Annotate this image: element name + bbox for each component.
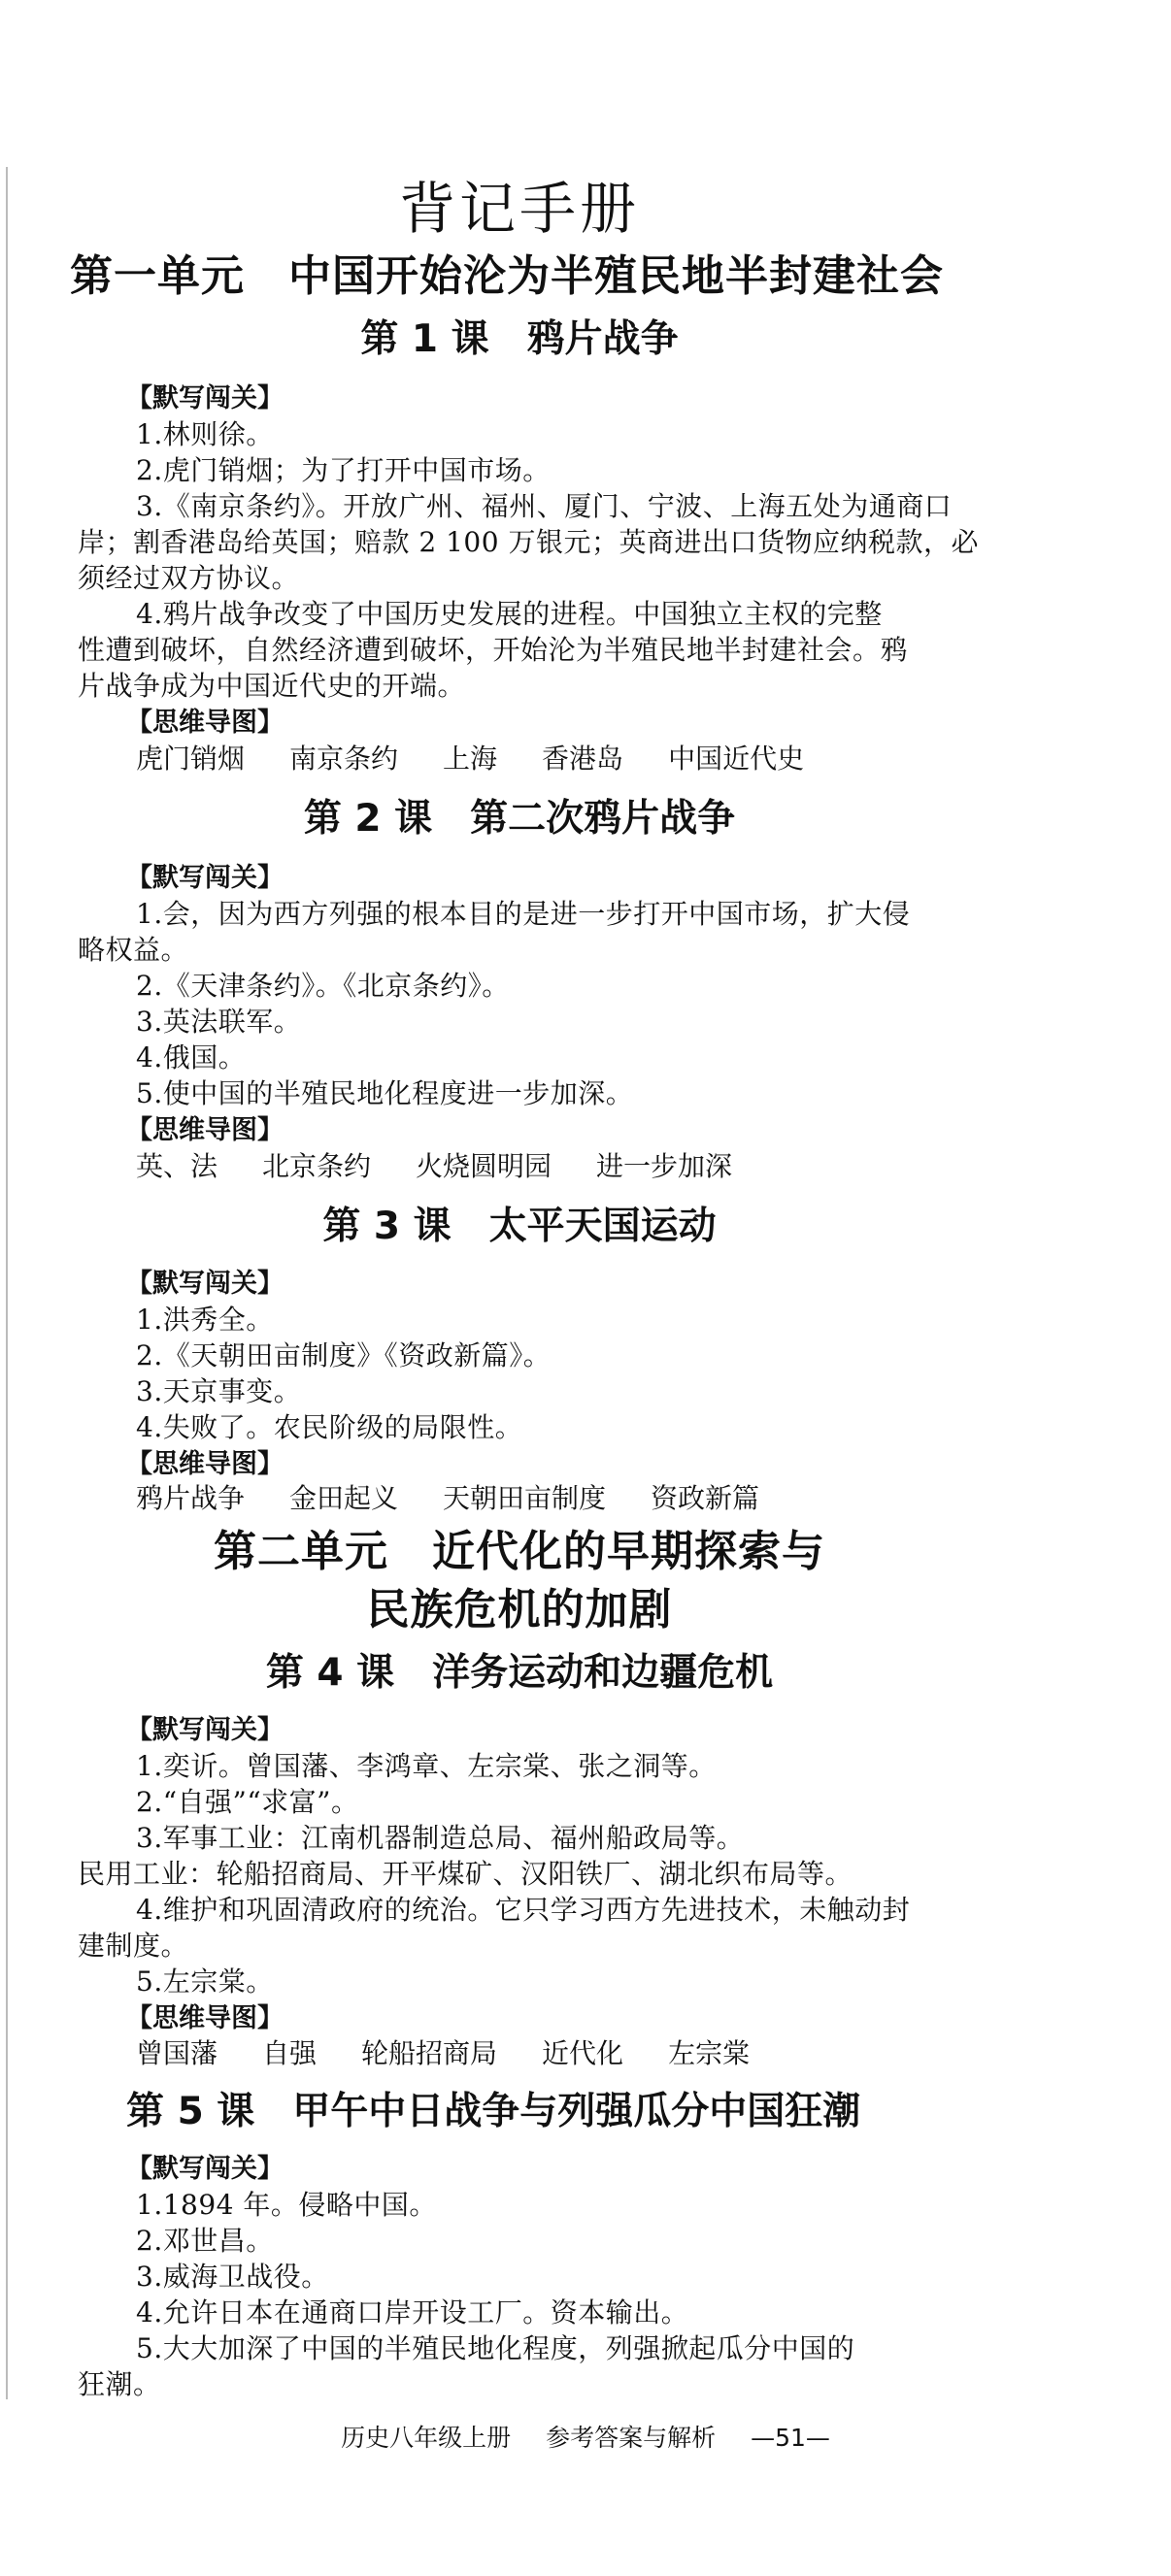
answer-line: 须经过双方协议。 [78,562,300,594]
answer-line: 4.维护和巩固清政府的统治。它只学习西方先进技术，未触动封 [136,1894,911,1926]
answer-line: 性遭到破坏，自然经济遭到破坏，开始沦为半殖民地半封建社会。鸦 [78,634,909,666]
mindmap-item: 鸦片战争 [136,1482,246,1514]
dictation-label: 【默写闯关】 [126,383,284,413]
answer-line: 4.俄国。 [136,1041,247,1073]
mindmap-item: 近代化 [542,2037,624,2069]
mindmap-item: 金田起义 [289,1482,399,1514]
answer-line: 1.奕䜣。曾国藩、李鸿章、左宗棠、张之洞等。 [136,1750,717,1782]
mindmap-item: 自强 [262,2037,318,2069]
mindmap-label: 【思维导图】 [126,1449,284,1479]
mindmap-item: 左宗棠 [668,2037,751,2069]
mindmap-item: 天朝田亩制度 [443,1482,607,1514]
footer-section: 参考答案与解析 [546,2424,717,2452]
answer-line: 4.鸦片战争改变了中国历史发展的进程。中国独立主权的完整 [136,598,883,630]
answer-line: 1.会，因为西方列强的根本目的是进一步打开中国市场，扩大侵 [136,898,911,930]
answer-line: 3.英法联军。 [136,1006,302,1038]
page-footer [0,2419,1171,2454]
mindmap-label: 【思维导图】 [126,1115,284,1145]
mindmap-item: 香港岛 [542,743,624,775]
answer-line: 3.天京事变。 [136,1375,302,1407]
mindmap-item: 轮船招商局 [361,2037,498,2069]
answer-line: 岸；割香港岛给英国；赔款 2 100 万银元；英商进出口货物应纳税款，必 [78,526,979,558]
lesson-2-title: 第 2 课 第二次鸦片战争 [303,797,736,841]
answer-line: 2.《天朝田亩制度》《资政新篇》。 [136,1339,552,1371]
mindmap-item: 北京条约 [262,1150,372,1182]
dictation-label: 【默写闯关】 [126,1269,284,1299]
answer-line: 2.“自强”“求富”。 [136,1786,359,1818]
mindmap-item: 火烧圆明园 [416,1150,552,1182]
lesson-5-title: 第 5 课 甲午中日战争与列强瓜分中国狂潮 [126,2090,861,2133]
answer-line: 3.军事工业：江南机器制造总局、福州船政局等。 [136,1822,745,1854]
page-title: 背记手册 [398,176,640,242]
unit-2-heading-line1: 第二单元 近代化的早期探索与 [214,1527,825,1576]
lesson-4-title: 第 4 课 洋务运动和边疆危机 [265,1651,774,1695]
dictation-label: 【默写闯关】 [126,1715,284,1745]
answer-line: 1.林则徐。 [136,418,274,450]
mindmap-answers [136,738,804,776]
answer-line: 3.《南京条约》。开放广州、福州、厦门、宁波、上海五处为通商口 [136,490,953,522]
mindmap-item: 英、法 [136,1150,218,1182]
mindmap-item: 南京条约 [289,743,399,775]
lesson-3-title: 第 3 课 太平天国运动 [322,1205,717,1248]
mindmap-item: 上海 [443,743,498,775]
mindmap-answers [136,2032,750,2071]
answer-line: 4.失败了。农民阶级的局限性。 [136,1411,523,1443]
unit-2-heading-line2: 民族危机的加剧 [366,1585,673,1635]
mindmap-answers [136,1477,759,1516]
mindmap-item: 中国近代史 [668,743,805,775]
dictation-label: 【默写闯关】 [126,2154,284,2184]
answer-line: 5.大大加深了中国的半殖民地化程度，列强掀起瓜分中国的 [136,2332,855,2364]
page-number: —51— [751,2424,830,2452]
margin-line [6,167,8,2399]
lesson-1-title: 第 1 课 鸦片战争 [360,317,679,361]
answer-line: 片战争成为中国近代史的开端。 [78,670,466,702]
mindmap-item: 虎门销烟 [136,743,246,775]
answer-line: 1.洪秀全。 [136,1304,274,1336]
mindmap-label: 【思维导图】 [126,2003,284,2033]
mindmap-item: 进一步加深 [596,1150,733,1182]
answer-line: 民用工业：轮船招商局、开平煤矿、汉阳铁厂、湖北织布局等。 [78,1858,853,1890]
answer-line: 狂潮。 [78,2368,161,2400]
unit-1-heading: 第一单元 中国开始沦为半殖民地半封建社会 [70,251,944,301]
mindmap-label: 【思维导图】 [126,708,284,738]
answer-line: 5.左宗棠。 [136,1965,274,1998]
answer-line: 建制度。 [78,1930,189,1962]
answer-line: 5.使中国的半殖民地化程度进一步加深。 [136,1077,634,1109]
footer-subject: 历史八年级上册 [341,2424,512,2452]
dictation-label: 【默写闯关】 [126,863,284,893]
answer-line: 2.《天津条约》。《北京条约》。 [136,970,510,1002]
mindmap-answers [136,1145,732,1184]
answer-line: 3.威海卫战役。 [136,2261,329,2293]
answer-line: 1.1894 年。侵略中国。 [136,2189,437,2221]
answer-line: 略权益。 [78,934,189,966]
answer-line: 4.允许日本在通商口岸开设工厂。资本输出。 [136,2296,689,2328]
answer-line: 2.虎门销烟；为了打开中国市场。 [136,454,551,486]
mindmap-item: 资政新篇 [651,1482,760,1514]
mindmap-item: 曾国藩 [136,2037,218,2069]
answer-line: 2.邓世昌。 [136,2225,274,2257]
